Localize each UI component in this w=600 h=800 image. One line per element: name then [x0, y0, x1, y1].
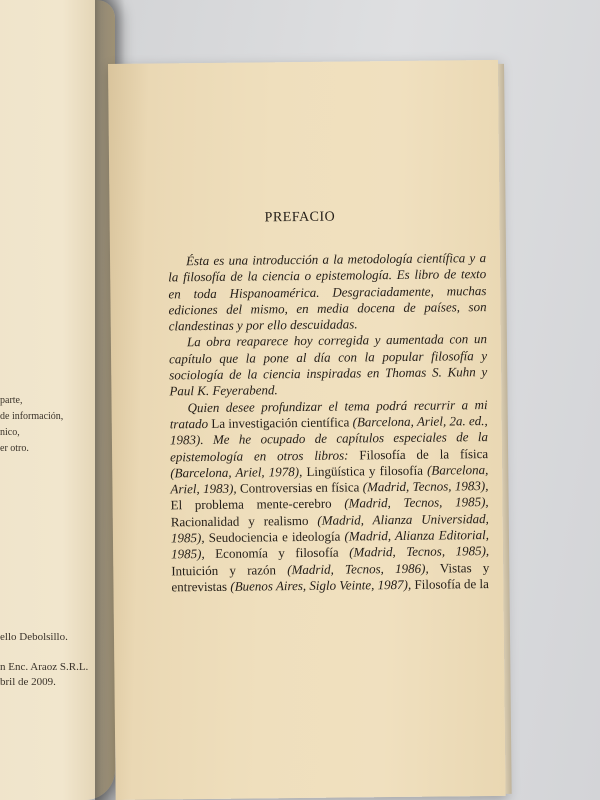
left-fragment: er otro. [0, 443, 29, 454]
left-fragment: parte, [0, 395, 23, 406]
left-fragment: de información, [0, 411, 64, 422]
left-page-text [0, 0, 89, 800]
paragraph: Ésta es una introducción a la metodología científica y a la filosofía de la ciencia o epistemología. Es libro de texto en toda Hispanoamérica. Desgraciadamente, muchas ediciones del mismo, en media docena de países, son clandestinas y por ello descuidadas. [168, 250, 487, 334]
paragraph: La obra reaparece hoy corregida y aumentada con un capítulo que la pone al día con la popular filosofía y sociología de la ciencia inspiradas en Thomas S. Kuhn y Paul K. Feyerabend. [169, 331, 488, 399]
right-page [108, 60, 506, 800]
left-fragment: bril de 2009. [0, 676, 56, 688]
left-fragment: nico, [0, 427, 20, 438]
left-fragment: ello Debolsillo. [0, 631, 68, 643]
paragraph: Quien desee profundizar el tema podrá recurrir a mi tratado La investigación científica (Barcelona, Ariel, 2a. ed., 1983). Me he ocupado de capítulos especiales de la epistemología en otros libros: Filosofía de la física (Barcelona, Ariel, 1978), Lingüística y filosofía (Barcelona, Ariel, 1983), Controversias en física (Madrid, Tecnos, 1983), El problema mente-cerebro (Madrid, Tecnos, 1985), Racionalidad y realismo (Madrid, Alianza Universidad, 1985), Seudociencia e ideología (Madrid, Alianza Editorial, 1985), Economía y filosofía (Madrid, Tecnos, 1985), Intuición y razón (Madrid, Tecnos, 1986), Vistas y entrevistas (Buenos Aires, Siglo Veinte, 1987), Filosofía de la [169, 396, 490, 595]
page-title: PREFACIO [264, 209, 336, 226]
left-fragment: n Enc. Araoz S.R.L. [0, 661, 89, 673]
page-body [168, 250, 490, 596]
